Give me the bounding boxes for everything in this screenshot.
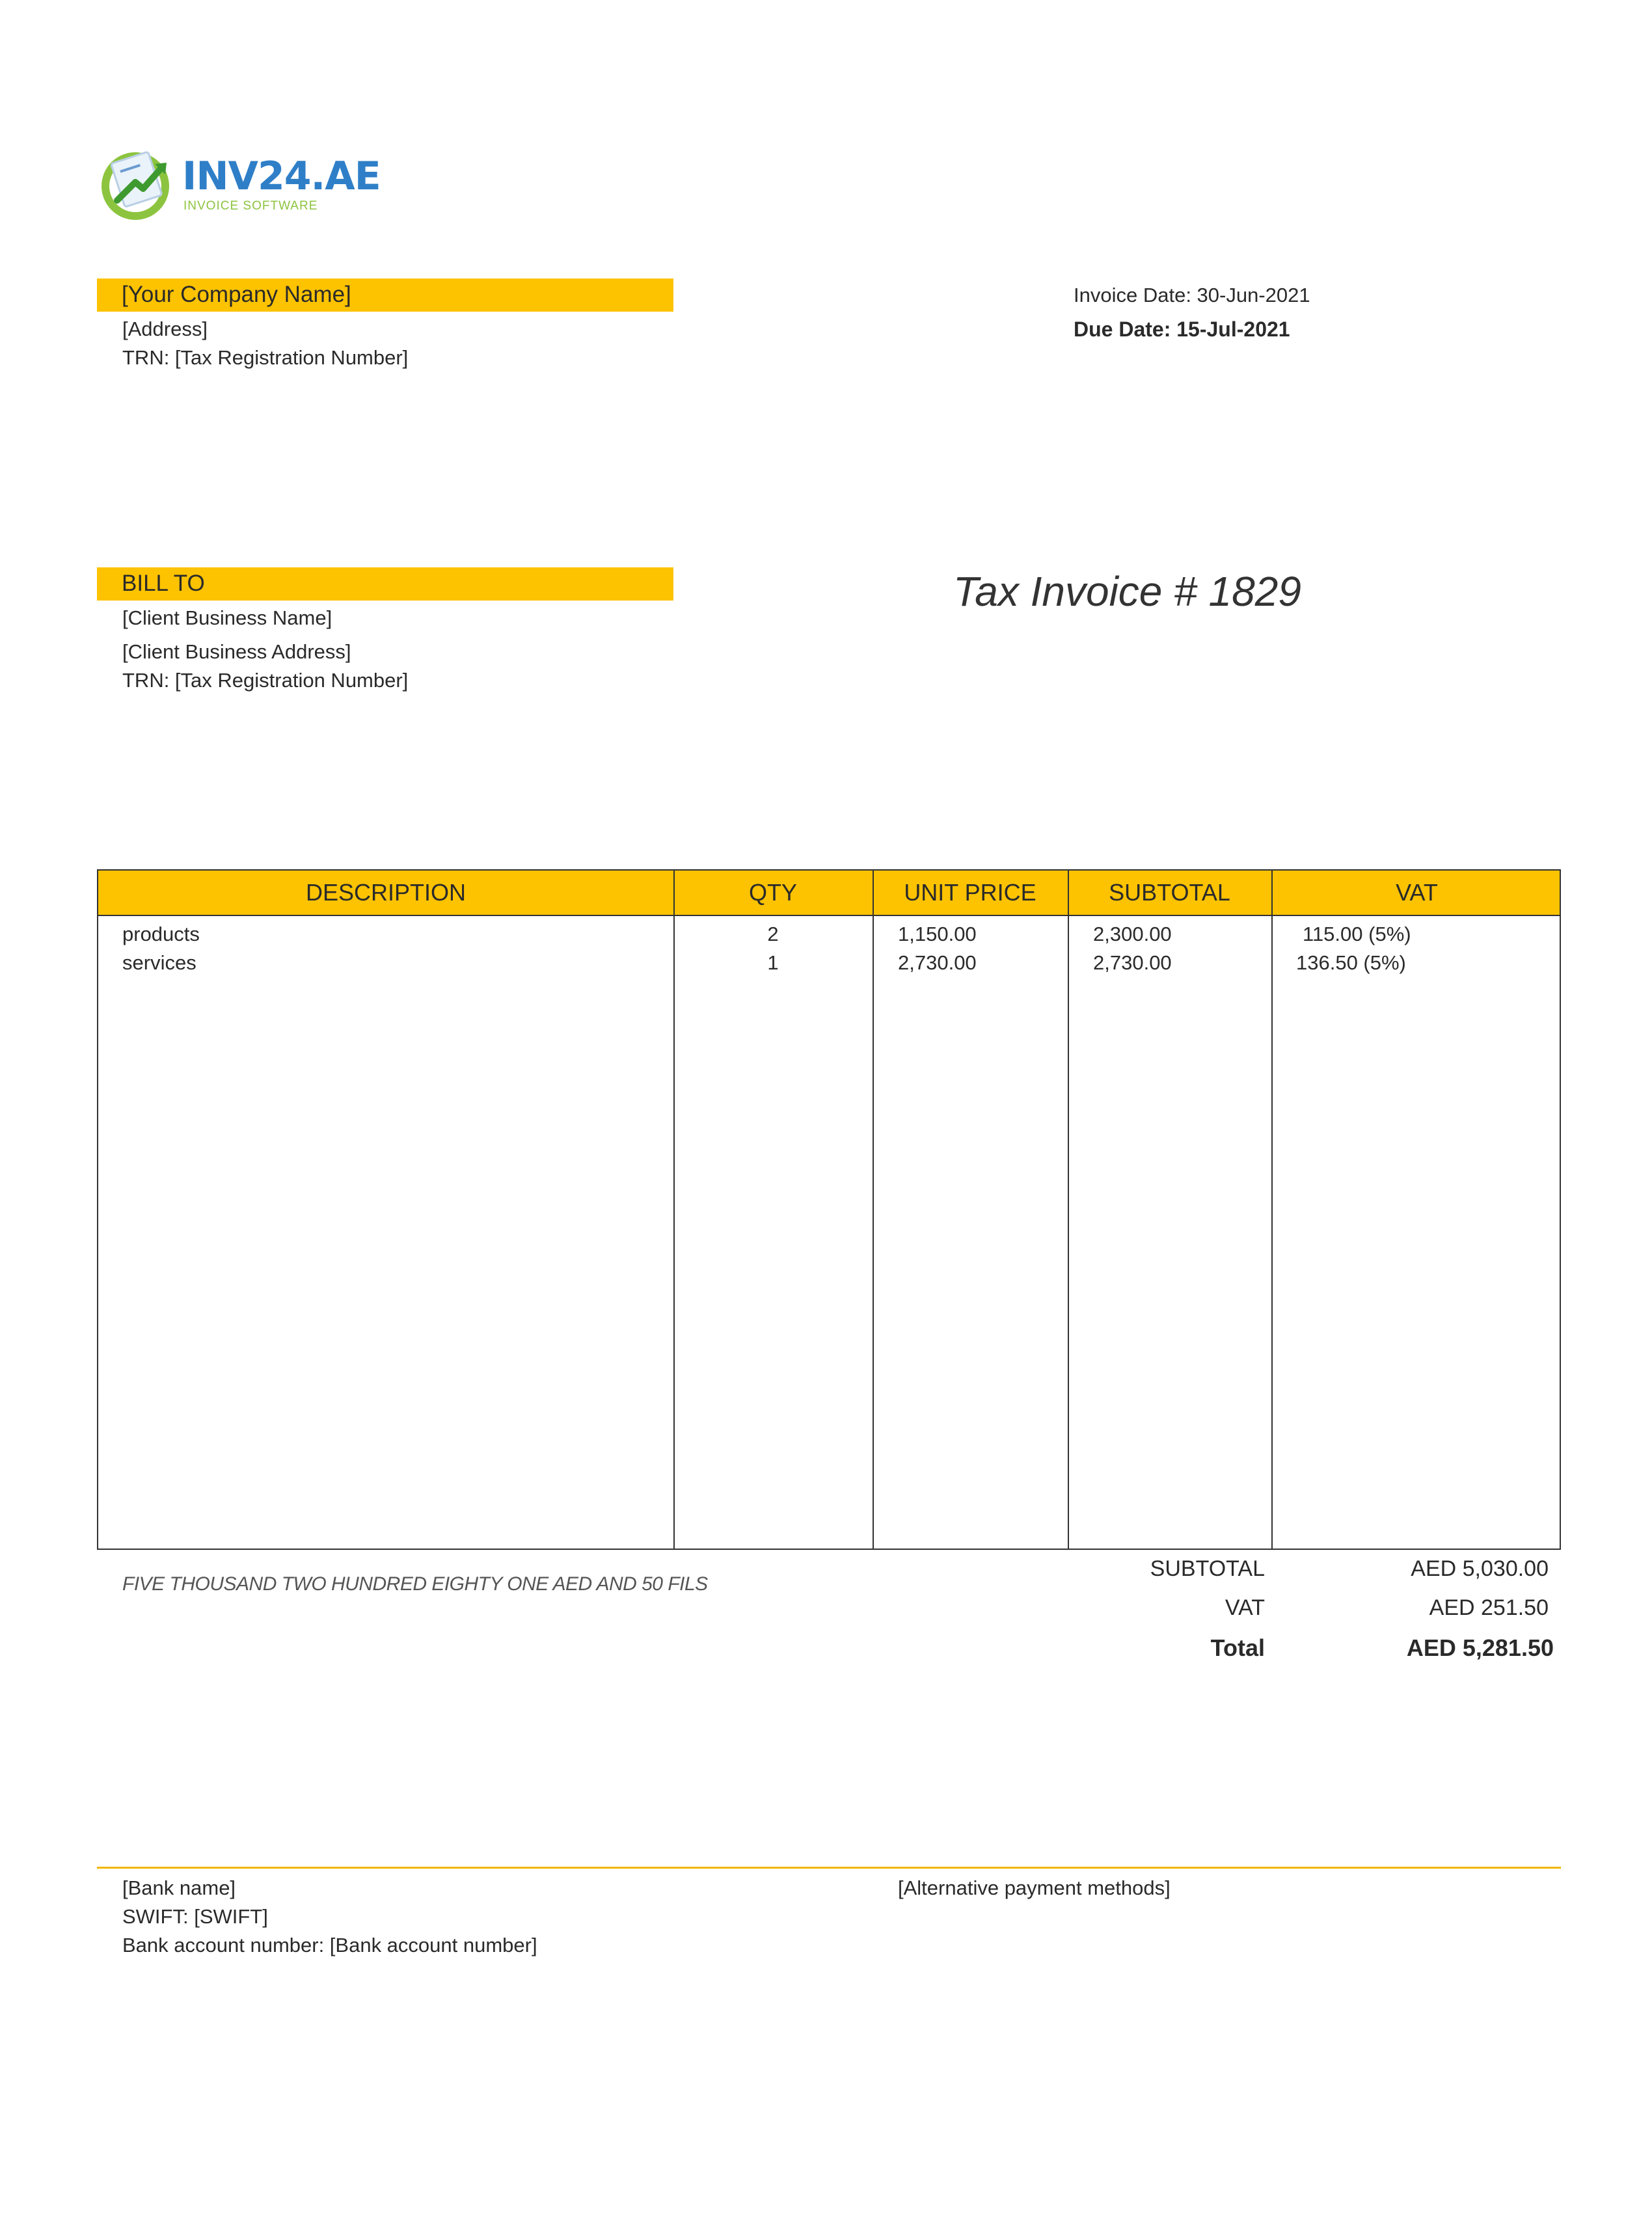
row-1-qty: 2 [767, 923, 779, 945]
logo-tagline: INVOICE SOFTWARE [183, 199, 318, 213]
company-logo [98, 144, 381, 223]
header-qty: QTY [748, 879, 797, 906]
bill-to-label: BILL TO [122, 571, 205, 596]
row-1-description: products [122, 923, 200, 945]
row-2-subtotal: 2,730.00 [1093, 951, 1172, 974]
row-1-subtotal: 2,300.00 [1093, 923, 1172, 945]
alternative-payment: [Alternative payment methods] [898, 1876, 1171, 1899]
rising-arrow-document-icon [98, 144, 178, 223]
logo-brand: INV24.AE [182, 154, 381, 199]
total-value: AED 5,281.50 [1406, 1634, 1554, 1661]
bank-name: [Bank name] [122, 1876, 236, 1899]
row-1-vat: 115.00 (5%) [1303, 923, 1411, 945]
company-address: [Address] [122, 318, 208, 340]
row-2-unit-price: 2,730.00 [898, 951, 977, 974]
company-name: [Your Company Name] [122, 282, 351, 307]
company-name-bar [97, 278, 673, 312]
subtotal-value: AED 5,030.00 [1411, 1556, 1549, 1581]
due-date: Due Date: 15-Jul-2021 [1074, 318, 1290, 341]
client-trn: TRN: [Tax Registration Number] [122, 669, 409, 692]
client-address: [Client Business Address] [122, 640, 351, 663]
items-table [97, 869, 1561, 1550]
amount-in-words: FIVE THOUSAND TWO HUNDRED EIGHTY ONE AED AND 50 FILS [122, 1573, 708, 1595]
header-subtotal: SUBTOTAL [1109, 879, 1230, 906]
footer-divider [97, 1867, 1561, 1869]
header-unit-price: UNIT PRICE [904, 879, 1036, 906]
invoice-date: Invoice Date: 30-Jun-2021 [1074, 284, 1310, 306]
row-2-vat: 136.50 (5%) [1296, 951, 1406, 974]
bank-account: Bank account number: [Bank account number] [122, 1934, 537, 1956]
subtotal-label: SUBTOTAL [1150, 1556, 1265, 1581]
row-2-qty: 1 [767, 951, 779, 974]
bill-to-bar [97, 567, 673, 601]
header-vat: VAT [1396, 879, 1438, 906]
vat-label: VAT [1225, 1595, 1265, 1620]
row-1-unit-price: 1,150.00 [898, 923, 977, 945]
invoice-title: Tax Invoice # 1829 [953, 568, 1301, 615]
row-2-description: services [122, 951, 196, 974]
column-divider [1271, 871, 1273, 1549]
column-divider [1068, 871, 1069, 1549]
total-label: Total [1210, 1634, 1265, 1661]
header-description: DESCRIPTION [305, 879, 467, 906]
company-trn: TRN: [Tax Registration Number] [122, 346, 409, 369]
bank-swift: SWIFT: [SWIFT] [122, 1905, 268, 1928]
client-name: [Client Business Name] [122, 606, 332, 629]
vat-value: AED 251.50 [1429, 1595, 1549, 1620]
column-divider [873, 871, 874, 1549]
